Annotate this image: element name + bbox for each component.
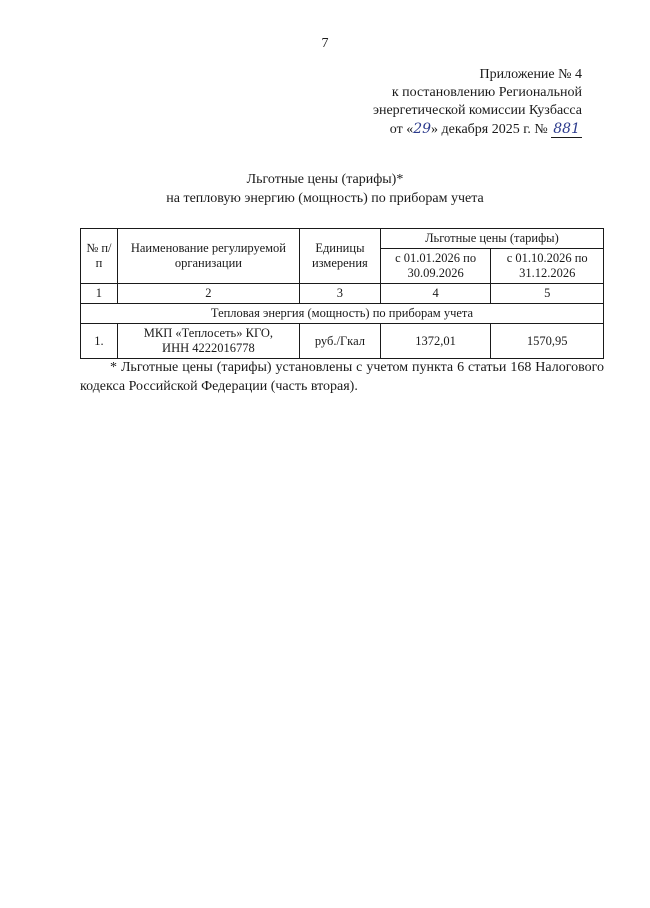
column-numbers-row (81, 284, 604, 304)
appendix-header (373, 66, 582, 139)
organization-inn: ИНН 4222016778 (162, 341, 255, 355)
appendix-resolution: к постановлению Региональной (391, 85, 582, 100)
handwritten-day: 29 (413, 121, 432, 137)
row-price-period-1: 1372,01 (380, 324, 491, 359)
column-number: 2 (117, 284, 299, 304)
date-suffix: » декабря 2025 г. № (431, 122, 548, 137)
appendix-commission: энергетической комиссии Кузбасса (372, 103, 582, 118)
header-name: Наименование регулируемой организации (117, 229, 299, 284)
tariff-table (80, 228, 604, 359)
header-tariff-group: Льготные цены (тарифы) (380, 229, 603, 249)
title-line-2: на тепловую энергию (мощность) по приборам учета (166, 191, 484, 206)
title-line-1: Льготные цены (тарифы)* (246, 172, 404, 187)
column-number: 3 (299, 284, 380, 304)
organization-name: МКП «Теплосеть» КГО, (143, 326, 274, 340)
resolution-number-field (551, 122, 582, 138)
column-number: 1 (81, 284, 118, 304)
appendix-title: Приложение № 4 (479, 67, 582, 82)
table-row (81, 324, 604, 359)
header-period-1: с 01.01.2026 по 30.09.2026 (380, 249, 491, 284)
date-prefix: от « (389, 122, 414, 137)
footnote: * Льготные цены (тарифы) установлены с учетом пункта 6 статьи 168 Налогового кодекса Российской Федерации (часть вторая). (80, 360, 604, 394)
row-unit: руб./Гкал (299, 324, 380, 359)
column-number: 4 (380, 284, 491, 304)
row-price-period-2: 1570,95 (491, 324, 604, 359)
header-row (81, 229, 604, 249)
section-row (81, 304, 604, 324)
handwritten-number: 881 (553, 121, 580, 137)
header-unit: Единицы измерения (299, 229, 380, 284)
row-organization (117, 324, 299, 359)
header-period-2: с 01.10.2026 по 31.12.2026 (491, 249, 604, 284)
appendix-date-line (373, 120, 582, 139)
section-title: Тепловая энергия (мощность) по приборам учета (81, 304, 604, 324)
header-idx: № п/п (81, 229, 118, 284)
column-number: 5 (491, 284, 604, 304)
page-number: 7 (321, 36, 329, 51)
document-title (0, 170, 650, 208)
row-idx: 1. (81, 324, 118, 359)
